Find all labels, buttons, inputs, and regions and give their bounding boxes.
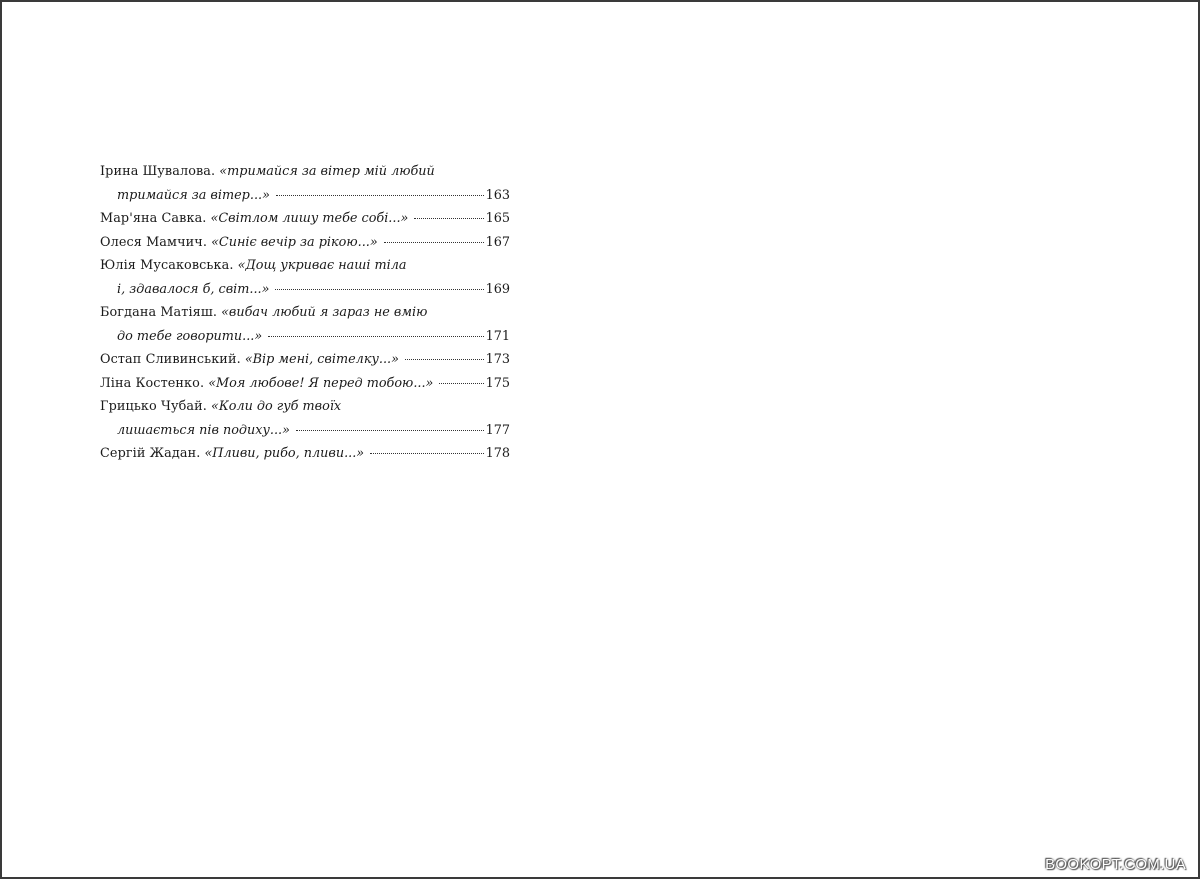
toc-line <box>100 160 510 184</box>
toc-line <box>100 325 510 349</box>
toc-line <box>100 372 510 396</box>
toc-author: Олеся Мамчич. <box>100 234 208 250</box>
toc-entry[interactable] <box>100 254 510 301</box>
dot-leader <box>296 430 484 431</box>
toc-page-number: 171 <box>485 328 510 344</box>
toc-author: Сергій Жадан. <box>100 446 201 461</box>
toc-title-continued: до тебе говорити...» <box>117 328 263 344</box>
toc-entry[interactable] <box>100 395 510 442</box>
toc-title: «Коли до губ твоїх <box>211 399 342 414</box>
toc-line <box>100 348 510 372</box>
dot-leader <box>275 289 483 290</box>
toc-author: Богдана Матіяш. <box>100 305 217 320</box>
dot-leader <box>439 383 483 384</box>
dot-leader <box>268 336 483 337</box>
toc-title-continued: тримайся за вітер...» <box>117 187 270 203</box>
toc-author: Ірина Шувалова. <box>100 164 216 179</box>
toc-page-number: 177 <box>485 422 510 438</box>
toc-title: «Дощ укриває наші тіла <box>237 258 407 273</box>
toc-page-number: 165 <box>485 211 510 226</box>
toc-page-number: 173 <box>485 352 510 367</box>
toc-entry[interactable] <box>100 372 510 396</box>
watermark-text: BOOKOPT.COM.UA <box>1045 856 1186 873</box>
toc-entry[interactable] <box>100 207 510 231</box>
toc-line <box>100 301 510 325</box>
table-of-contents <box>100 160 510 466</box>
toc-title: «Пливи, рибо, пливи...» <box>204 446 365 461</box>
toc-page-number: 169 <box>485 281 510 297</box>
toc-author: Ліна Костенко. <box>100 375 205 391</box>
dot-leader <box>384 242 484 243</box>
dot-leader <box>405 359 484 360</box>
toc-author: Остап Сливинський. <box>100 352 241 367</box>
toc-title: «Світлом лишу тебе собі...» <box>210 211 409 226</box>
toc-page-number: 175 <box>485 375 510 391</box>
toc-author: Юлія Мусаковська. <box>100 258 234 273</box>
toc-title-continued: і, здавалося б, світ...» <box>117 281 270 297</box>
toc-entry[interactable] <box>100 301 510 348</box>
toc-title-continued: лишається пів подиху...» <box>117 422 290 438</box>
toc-author: Мар'яна Савка. <box>100 211 207 226</box>
toc-line <box>100 395 510 419</box>
toc-title: «вибач любий я зараз не вмію <box>221 305 428 320</box>
toc-title: «Вір мені, світелку...» <box>244 352 399 367</box>
toc-entry[interactable] <box>100 160 510 207</box>
toc-page-number: 163 <box>485 187 510 203</box>
dot-leader <box>276 195 484 196</box>
toc-line <box>100 184 510 208</box>
toc-page-number: 167 <box>485 234 510 250</box>
toc-title: «Синіє вечір за рікою...» <box>211 234 378 250</box>
toc-title: «Моя любове! Я перед тобою...» <box>208 375 434 391</box>
dot-leader <box>414 218 483 219</box>
toc-line <box>100 207 510 231</box>
toc-entry[interactable] <box>100 231 510 255</box>
toc-entry[interactable] <box>100 442 510 466</box>
toc-entry[interactable] <box>100 348 510 372</box>
toc-line <box>100 442 510 466</box>
toc-title: «тримайся за вітер мій любий <box>219 164 435 179</box>
toc-line <box>100 254 510 278</box>
toc-line <box>100 231 510 255</box>
dot-leader <box>370 453 483 454</box>
toc-line <box>100 419 510 443</box>
toc-page-number: 178 <box>485 446 510 461</box>
toc-line <box>100 278 510 302</box>
toc-author: Грицько Чубай. <box>100 399 207 414</box>
